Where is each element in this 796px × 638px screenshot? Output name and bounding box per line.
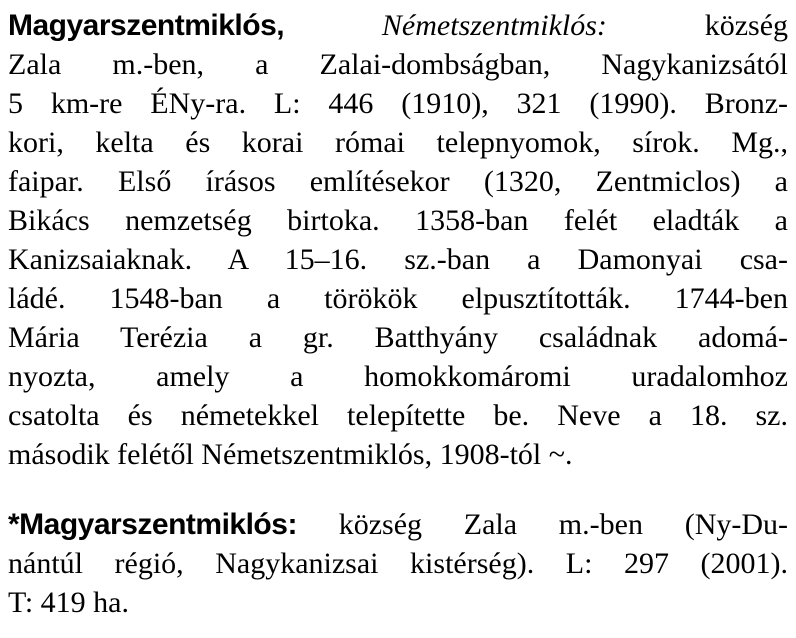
lexicon-entry-magyarszentmiklos-historical — [8, 6, 788, 474]
entry-body-line: Bikács nemzetség birtoka. 1358-ban felét eladták a — [8, 204, 788, 237]
entry-headword: Magyarszentmiklós, — [8, 9, 285, 42]
entry-body-line: csatolta és németekkel telepítette be. Neve a 18. sz. — [8, 399, 788, 432]
entry-first-line-text: község Zala m.-ben (Ny-Du- — [338, 508, 789, 541]
entry-body-line: Zala m.-ben, a Zalai-dombságban, Nagykanizsától — [8, 48, 788, 81]
entry-body-line: faipar. Első írásos említésekor (1320, Zentmiclos) a — [8, 165, 788, 198]
entry-body-line: nántúl régió, Nagykanizsai kistérség). L: 297 (2001). — [8, 547, 788, 580]
entry-variant-name: Németszentmiklós: — [381, 9, 607, 42]
entry-body-line: ládé. 1548-ban a törökök elpusztították. 1744-ben — [8, 282, 788, 315]
entry-first-line-text: község — [704, 9, 789, 42]
entry-body-line: Mária Terézia a gr. Batthyány családnak adomá- — [8, 321, 788, 354]
entry-body-line: 5 km-re ÉNy-ra. L: 446 (1910), 321 (1990). Bronz- — [8, 87, 788, 120]
entry-body-line: kori, kelta és korai római telepnyomok, sírok. Mg., — [8, 126, 788, 159]
lexicon-entry-magyarszentmiklos-modern — [8, 505, 788, 622]
entry-first-line — [8, 6, 788, 45]
entry-body-line: nyozta, amely a homokkomáromi uradalomhoz — [8, 360, 788, 393]
entry-body-line: Kanizsaiaknak. A 15–16. sz.-ban a Damonyai csa- — [8, 243, 788, 276]
entry-last-line: második felétől Németszentmiklós, 1908-tól ~. — [8, 438, 573, 471]
entry-last-line: T: 419 ha. — [8, 586, 129, 619]
entry-first-line — [8, 505, 788, 544]
entry-headword: *Magyarszentmiklós: — [8, 508, 297, 541]
